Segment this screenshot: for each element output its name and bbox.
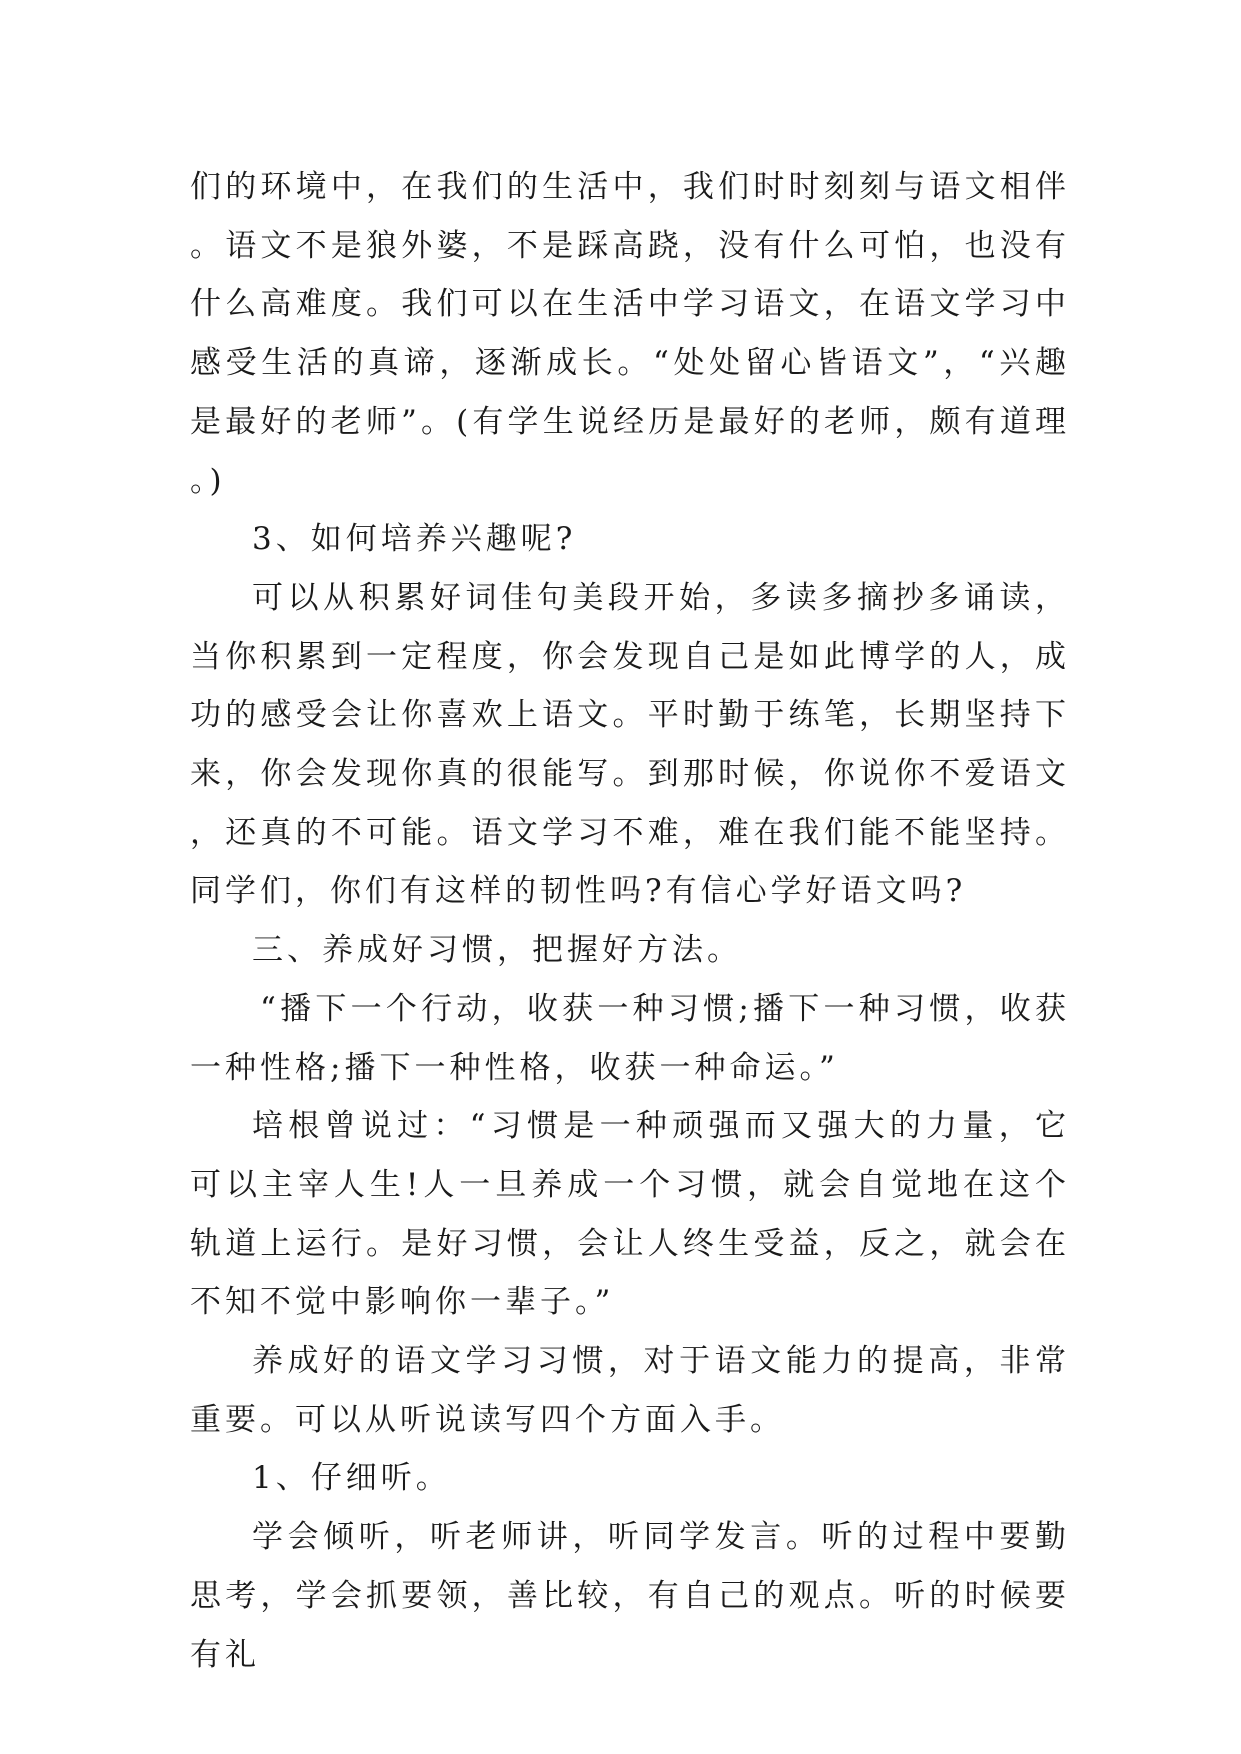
paragraph-7: 养成好的语文学习习惯，对于语文能力的提高，非常重要。可以从听说读写四个方面入手。 <box>190 1343 1070 1438</box>
paragraph-4: 三、养成好习惯，把握好方法。 <box>252 932 742 969</box>
paragraph-1: 们的环境中，在我们的生活中，我们时时刻刻与语文相伴。语文不是狼外婆，不是踩高跷，没有什么可怕，也没有什么高难度。我们可以在生活中学习语文，在语文学习中感受生活的真谛，逐渐成长。“处处留心皆语文”，“兴趣是最好的老师”。(有学生说经历是最好的老师，颇有道理。) <box>190 169 1070 499</box>
paragraph-9: 学会倾听，听老师讲，听同学发言。听的过程中要勤思考，学会抓要领，善比较，有自己的观点。听的时候要有礼 <box>190 1519 1070 1673</box>
document-body <box>190 158 1070 1684</box>
paragraph-3: 可以从积累好词佳句美段开始，多读多摘抄多诵读，当你积累到一定程度，你会发现自己是如此博学的人，成功的感受会让你喜欢上语文。平时勤于练笔，长期坚持下来，你会发现你真的很能写。到那时候，你说你不爱语文，还真的不可能。语文学习不难，难在我们能不能坚持。同学们，你们有这样的韧性吗?有信心学好语文吗? <box>190 579 1070 910</box>
paragraph-6: 培根曾说过：“习惯是一种顽强而又强大的力量，它可以主宰人生!人一旦养成一个习惯，就会自觉地在这个轨道上运行。是好习惯，会让人终生受益，反之，就会在不知不觉中影响你一辈子。” <box>190 1108 1070 1321</box>
paragraph-2: 3、如何培养兴趣呢? <box>252 521 577 558</box>
paragraph-8: 1、仔细听。 <box>252 1460 451 1497</box>
paragraph-5: “播下一个行动，收获一种习惯;播下一种习惯，收获一种性格;播下一种性格，收获一种命运。” <box>190 990 1070 1086</box>
